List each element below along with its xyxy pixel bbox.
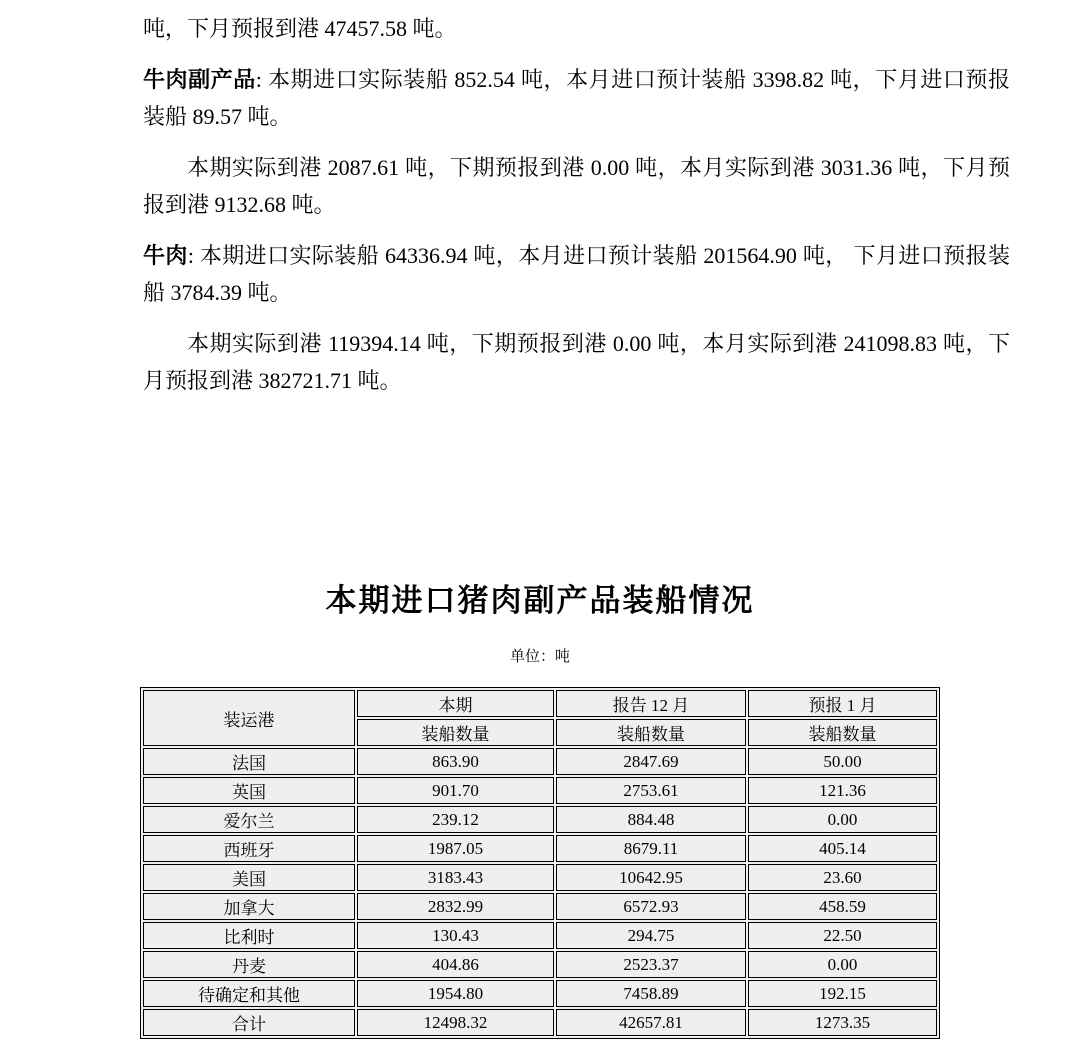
- paragraph-beef-byproduct-arrival: [143, 149, 1010, 223]
- table-row: [143, 922, 937, 949]
- value-cell: 121.36: [748, 777, 937, 804]
- table-row: [143, 835, 937, 862]
- table-section: [0, 579, 1080, 1039]
- port-cell: 美国: [143, 864, 355, 891]
- port-cell: 比利时: [143, 922, 355, 949]
- header-cell-period-current: 本期: [357, 690, 554, 717]
- paragraph-text: : 本期进口实际装船 64336.94 吨，本月进口预计装船 201564.90 吨， 下月进口预报装船 3784.39 吨。: [143, 243, 1010, 305]
- value-cell: 2847.69: [556, 748, 746, 775]
- paragraph-pork-arrival-continuation: [143, 10, 1010, 47]
- value-cell: 239.12: [357, 806, 554, 833]
- table-row: [143, 748, 937, 775]
- paragraph-bold-lead: 牛肉副产品: [143, 67, 256, 92]
- value-cell: 7458.89: [556, 980, 746, 1007]
- port-cell: 加拿大: [143, 893, 355, 920]
- value-cell: 42657.81: [556, 1009, 746, 1036]
- port-cell: 丹麦: [143, 951, 355, 978]
- value-cell: 294.75: [556, 922, 746, 949]
- paragraph-bold-lead: 牛肉: [143, 243, 188, 268]
- header-cell-period-forecast: 预报 1 月: [748, 690, 937, 717]
- header-cell-quantity: 装船数量: [748, 719, 937, 746]
- value-cell: 23.60: [748, 864, 937, 891]
- value-cell: 3183.43: [357, 864, 554, 891]
- table-row: [143, 864, 937, 891]
- port-cell: 合计: [143, 1009, 355, 1036]
- value-cell: 2523.37: [556, 951, 746, 978]
- value-cell: 863.90: [357, 748, 554, 775]
- paragraph-text: 吨，下月预报到港 47457.58 吨。: [143, 16, 457, 41]
- table-header-row-1: [143, 690, 937, 717]
- table-row: [143, 777, 937, 804]
- paragraph-beef-shipping: [143, 237, 1010, 311]
- value-cell: 404.86: [357, 951, 554, 978]
- value-cell: 884.48: [556, 806, 746, 833]
- header-cell-period-report: 报告 12 月: [556, 690, 746, 717]
- port-cell: 法国: [143, 748, 355, 775]
- pork-byproduct-shipping-table: [140, 687, 940, 1039]
- value-cell: 1987.05: [357, 835, 554, 862]
- value-cell: 1273.35: [748, 1009, 937, 1036]
- header-cell-port: 装运港: [143, 690, 355, 746]
- value-cell: 458.59: [748, 893, 937, 920]
- text-block: [0, 0, 1080, 399]
- port-cell: 待确定和其他: [143, 980, 355, 1007]
- value-cell: 8679.11: [556, 835, 746, 862]
- table-row: [143, 980, 937, 1007]
- paragraph-text: 本期实际到港 2087.61 吨，下期预报到港 0.00 吨，本月实际到港 3031.36 吨，下月预报到港 9132.68 吨。: [143, 155, 1010, 217]
- value-cell: 901.70: [357, 777, 554, 804]
- paragraph-beef-arrival: [143, 325, 1010, 399]
- table-row: [143, 951, 937, 978]
- paragraph-beef-byproduct-shipping: [143, 61, 1010, 135]
- value-cell: 50.00: [748, 748, 937, 775]
- port-cell: 英国: [143, 777, 355, 804]
- value-cell: 192.15: [748, 980, 937, 1007]
- section-title: 本期进口猪肉副产品装船情况: [325, 583, 755, 618]
- value-cell: 0.00: [748, 806, 937, 833]
- value-cell: 1954.80: [357, 980, 554, 1007]
- header-cell-quantity: 装船数量: [357, 719, 554, 746]
- table-row: [143, 893, 937, 920]
- value-cell: 2753.61: [556, 777, 746, 804]
- value-cell: 2832.99: [357, 893, 554, 920]
- header-cell-quantity: 装船数量: [556, 719, 746, 746]
- port-cell: 爱尔兰: [143, 806, 355, 833]
- value-cell: 0.00: [748, 951, 937, 978]
- value-cell: 405.14: [748, 835, 937, 862]
- unit-label: 单位：吨: [509, 649, 570, 665]
- paragraph-text: 本期实际到港 119394.14 吨，下期预报到港 0.00 吨，本月实际到港 241098.83 吨，下月预报到港 382721.71 吨。: [143, 331, 1010, 393]
- value-cell: 12498.32: [357, 1009, 554, 1036]
- paragraph-text: : 本期进口实际装船 852.54 吨，本月进口预计装船 3398.82 吨，下月进口预报装船 89.57 吨。: [143, 67, 1010, 129]
- value-cell: 6572.93: [556, 893, 746, 920]
- value-cell: 130.43: [357, 922, 554, 949]
- table-row: [143, 806, 937, 833]
- port-cell: 西班牙: [143, 835, 355, 862]
- table-row-total: [143, 1009, 937, 1036]
- value-cell: 22.50: [748, 922, 937, 949]
- value-cell: 10642.95: [556, 864, 746, 891]
